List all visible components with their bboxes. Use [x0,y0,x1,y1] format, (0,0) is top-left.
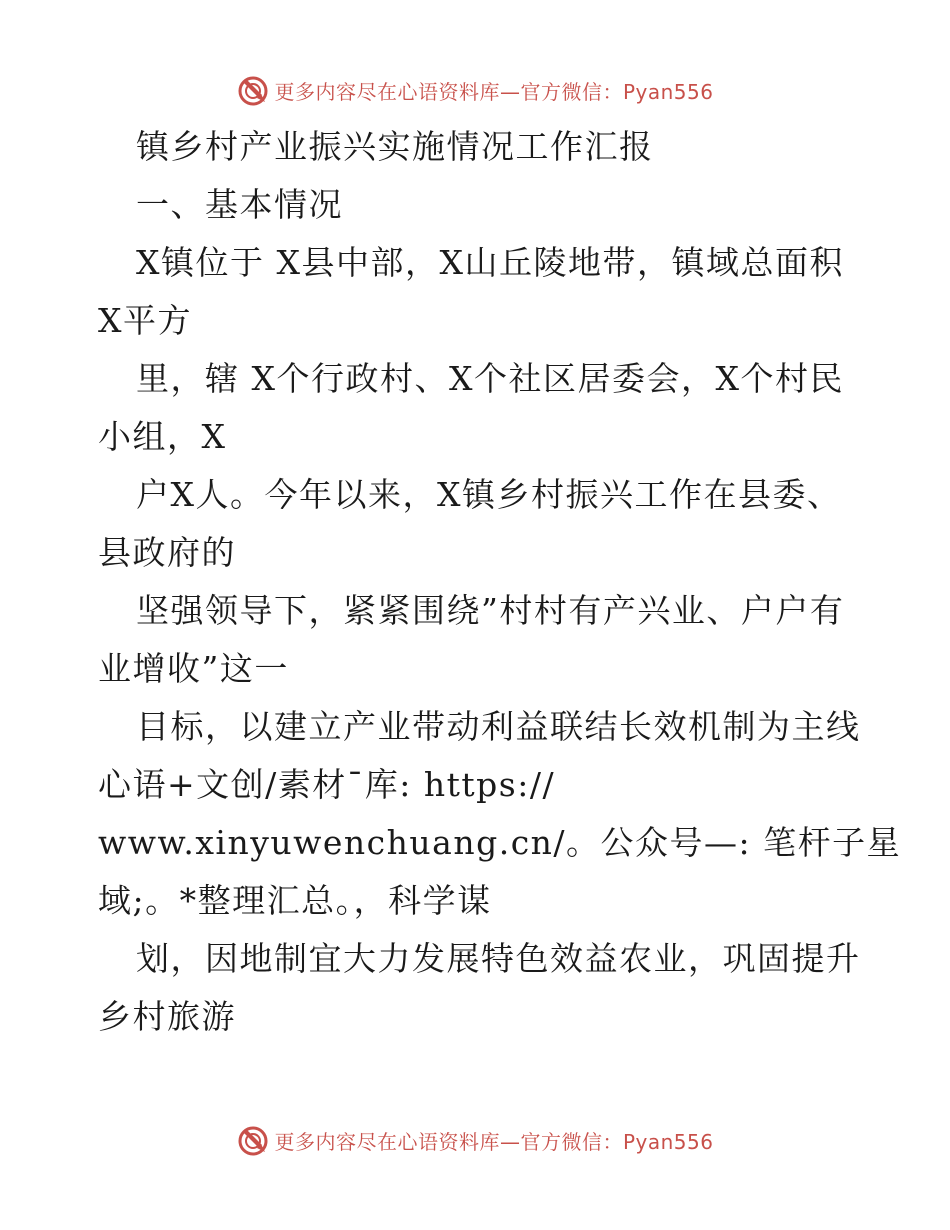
document-line: 划，因地制宜大力发展特色效益农业，巩固提升 [136,939,861,978]
document-line: 小组，X [98,417,227,456]
document-line: X平方 [98,301,192,340]
document-line: 县政府的 [98,533,236,572]
brand-logo-icon [236,1123,270,1157]
banner-text: 更多内容尽在心语资料库—官方微信：Pyan556 [274,1129,714,1154]
document-line: 镇乡村产业振兴实施情况工作汇报 [136,127,654,166]
document-line: X镇位于 X县中部，X山丘陵地带，镇域总面积 [136,243,844,282]
document-line: 业增收”这一 [98,649,289,688]
document-line: 目标，以建立产业带动利益联结长效机制为主线 [136,707,861,746]
document-line: 一、基本情况 [136,185,343,224]
document-line: 乡村旅游 [98,997,236,1036]
document-line: 心语+文创/素材¯库: https:// [98,765,556,804]
document-line: www.xinyuwenchuang.cn/。公众号—: 笔杆子星 [98,823,902,862]
header-banner [0,70,950,110]
document-line: 域;。*整理汇总。，科学谋 [98,881,492,920]
document-body [98,118,902,1046]
document-line: 坚强领导下，紧紧围绕”村村有产兴业、户户有 [136,591,845,630]
document-line: 里，辖 X个行政村、X个社区居委会，X个村民 [136,359,844,398]
banner-text: 更多内容尽在心语资料库—官方微信：Pyan556 [274,79,714,104]
document-line: 户X人。今年以来，X镇乡村振兴工作在县委、 [136,475,842,514]
brand-logo-icon [236,73,270,107]
footer-banner [0,1120,950,1160]
